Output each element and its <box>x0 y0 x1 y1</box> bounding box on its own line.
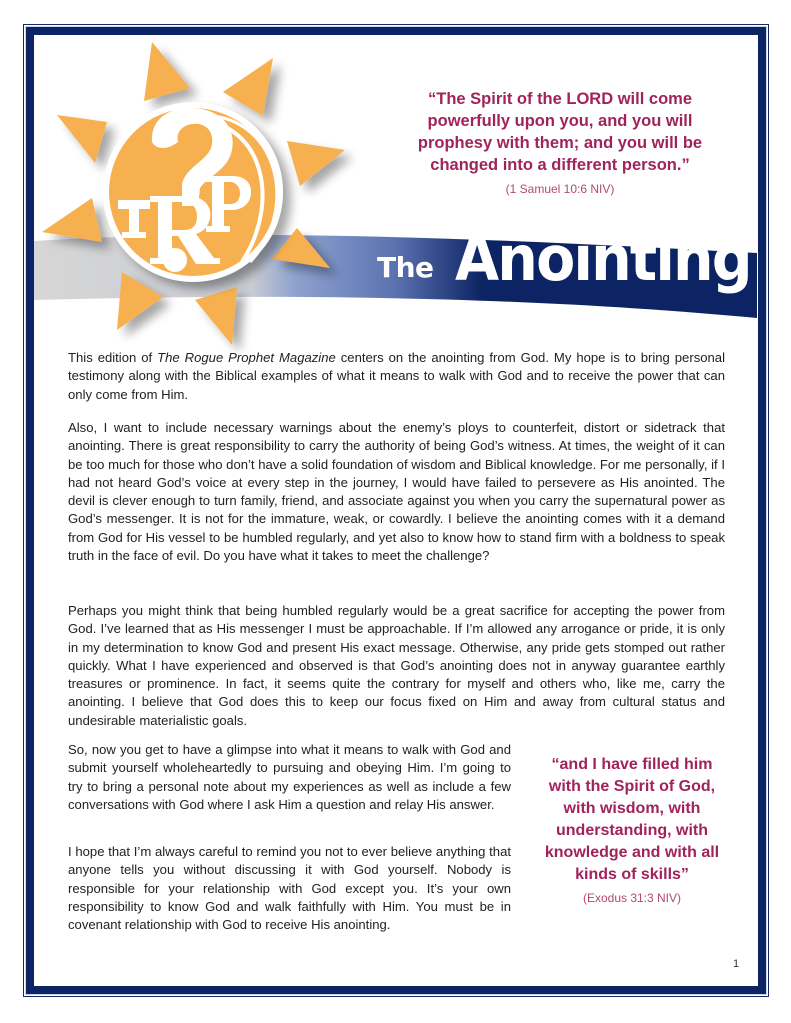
page-number: 1 <box>733 958 740 970</box>
article-paragraph-4 <box>68 741 511 814</box>
paragraph-text: So, now you get to have a glimpse into what it means to walk with God and submit yourself wholeheartedly to pursuing and obeying Him. I’m going to try to bring a personal note about my experiences as well as include a few conversations with God where I ask Him a question and relay His answer. <box>68 742 511 812</box>
title-prefix: The <box>377 251 434 284</box>
scripture-quote-side <box>542 754 722 906</box>
sun-ray <box>223 58 273 116</box>
page-title: Anointing <box>455 222 751 295</box>
article-paragraph-2 <box>68 419 725 565</box>
magazine-name: The Rogue Prophet Magazine <box>157 350 336 365</box>
quote-text: “and I have filled him with the Spirit of God, with wisdom, with understanding, with knowledge and with all kinds of skills” <box>544 756 720 883</box>
sun-ray <box>42 198 102 242</box>
quote-text: “The Spirit of the LORD will come powerfully upon you, and you will prophesy with them; and you will be changed into a different person.” <box>417 90 703 174</box>
article-paragraph-5 <box>68 843 511 934</box>
article-paragraph-3 <box>68 602 725 730</box>
sun-ray <box>287 141 345 186</box>
quote-reference: (1 Samuel 10:6 NIV) <box>505 182 615 196</box>
sun-ray <box>144 42 190 101</box>
scripture-quote-top <box>410 88 710 197</box>
quote-reference: (Exodus 31:3 NIV) <box>582 891 682 905</box>
paragraph-text: I hope that I’m always careful to remind you not to ever believe anything that anyone tells you without discussing it with God yourself. Nobody is responsible for your relationship with God except you. It’s your own responsibility to know God and walk faithfully with Him. You must be in covenant relationship with God to receive His anointing. <box>68 844 511 933</box>
paragraph-text: Also, I want to include necessary warnings about the enemy’s ploys to counterfeit, distort or sidetrack that anointing. There is great responsibility to carry the authority of being God’s witness. At times, the weight of it can be too much for those who don’t have a solid foundation of wisdom and Biblical knowledge. For me personally, if I had not heard God’s voice at every step in the journey, I would have failed to persevere as His anointed. The devil is clever enough to turn family, friend, and associate against you when you carry the supernatural power as God’s messenger. It is not for the immature, weak, or cowardly. I believe the anointing comes with it a demand from God for His vessel to be humbled regularly, and yet also to know how to stand firm with a boldness to speak truth in the face of evil. Do you have what it takes to meet the challenge? <box>68 420 725 564</box>
paragraph-text: Perhaps you might think that being humbled regularly would be a great sacrifice for accepting the power from God. I’ve learned that as His messenger I must be approachable. If I’m allowed any arrogance or pride, it is only in my determination to know God and present His exact message. Otherwise, any pride gets stomped out rather quickly. What I have experienced and observed is that God’s anointing does not in anyway guarantee earthly treasures or prominence. In fact, it seems quite the contrary for myself and others who, like me, carry the anointing. I believe that God does this to keep our focus fixed on Him and away from cultural status and undesirable materialistic goals. <box>68 603 725 728</box>
sun-ray <box>57 115 107 163</box>
article-paragraph-1 <box>68 349 725 404</box>
paragraph-text: centers on the anointing from God. My hope is to bring personal testimony along with the Biblical examples of what it means to walk with God and to receive the power that can only come from Him. <box>68 350 725 402</box>
paragraph-text: This edition of <box>68 350 158 365</box>
